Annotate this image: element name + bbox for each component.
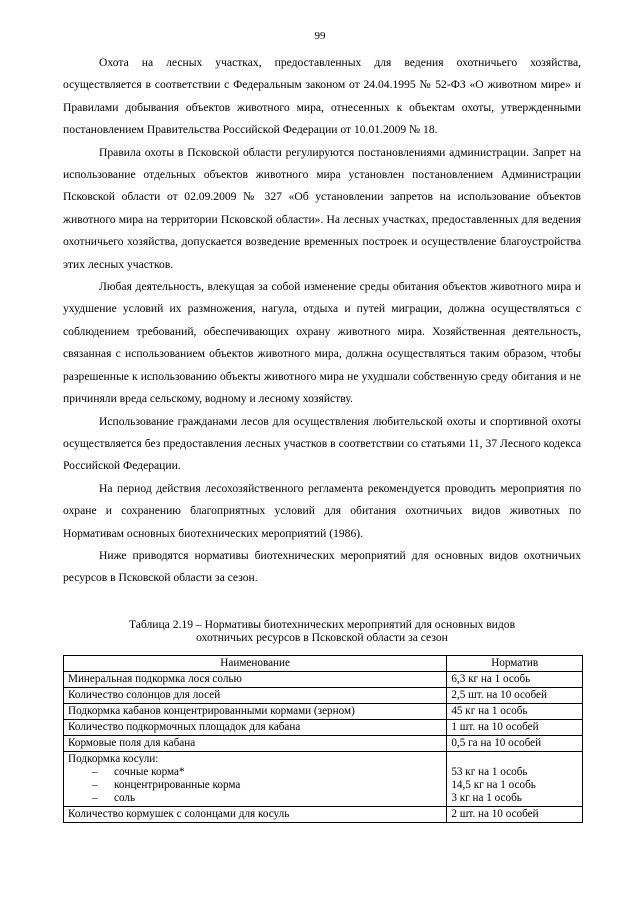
row-norm: 1 шт. на 10 особей xyxy=(447,720,583,736)
paragraph: Ниже приводятся нормативы биотехнических мероприятий для основных видов охотничьих ресурсов в Псковской области за сезон. xyxy=(63,548,581,585)
paragraph: Использование гражданами лесов для осуществления любительской охоты и спортивной охоты осуществляется без предоставления лесных участков в соответствии со статьями 11, 37 Лесного кодекса Российской Федерации. xyxy=(63,414,581,473)
table-caption xyxy=(63,618,581,644)
column-header-name: Наименование xyxy=(64,656,447,672)
table-row xyxy=(64,704,583,720)
sub-item-norm: 53 кг на 1 особь xyxy=(451,766,528,778)
dash-bullet: – xyxy=(92,766,98,778)
list-item xyxy=(68,766,442,779)
row-norm: 6,3 кг на 1 особь xyxy=(447,672,583,688)
row-norm: 0,5 га на 10 особей xyxy=(447,736,583,752)
paragraph: Охота на лесных участках, предоставленных для ведения охотничьего хозяйства, осуществляется в соответствии с Федеральным законом от 24.04.1995 № 52-ФЗ «О животном мире» и Правилами добывания объектов животного мира, отнесенных к объектам охоты, утвержденными постановлением Правительства Российской Федерации от 10.01.2009 № 18. xyxy=(63,56,581,137)
paragraph: На период действия лесохозяйственного регламента рекомендуется проводить мероприятия по охране и сохранению благоприятных условий для обитания охотничьих видов животных по Нормативам основных биотехнических мероприятий (1986). xyxy=(63,481,581,540)
row-name: Количество подкормочных площадок для кабана xyxy=(64,720,447,736)
page-number: 99 xyxy=(314,30,326,42)
row-norm: 2,5 шт. на 10 особей xyxy=(447,688,583,704)
table-row xyxy=(64,807,583,823)
table-row xyxy=(64,672,583,688)
list-item xyxy=(68,792,442,805)
table-row xyxy=(64,688,583,704)
dash-bullet: – xyxy=(92,792,98,804)
row-name: Кормовые поля для кабана xyxy=(64,736,447,752)
table-row xyxy=(64,720,583,736)
row-norm xyxy=(447,752,583,807)
table-header-row xyxy=(64,656,583,672)
table-row xyxy=(64,736,583,752)
sub-item-name: сочные корма* xyxy=(114,766,185,778)
row-name: Подкормка кабанов концентрированными кормами (зерном) xyxy=(64,704,447,720)
paragraph: Правила охоты в Псковской области регулируются постановлениями администрации. Запрет на использование отдельных объектов животного мира установлен постановлением Администрации Псковской области от 02.09.2009 № 327 «Об установлении запретов на использование объектов животного мира на территории Псковской области». На лесных участках, предоставленных для ведения охотничьего хозяйства, допускается возведение временных построек и осуществление благоустройства этих лесных участков. xyxy=(63,145,581,271)
column-header-norm: Норматив xyxy=(447,656,583,672)
sub-item-name: соль xyxy=(114,792,136,804)
list-item xyxy=(68,779,442,792)
table-caption-line: охотничьих ресурсов в Псковской области за сезон xyxy=(196,631,448,644)
row-name: Количество кормушек с солонцами для косуль xyxy=(64,807,447,823)
paragraph: Любая деятельность, влекущая за собой изменение среды обитания объектов животного мира и ухудшение условий их размножения, нагула, отдыха и путей миграции, должна осуществляться с соблюдением требований, обеспечивающих охрану животного мира. Хозяйственная деятельность, связанная с использованием объектов животного мира, должна осуществляться таким образом, чтобы разрешенные к использованию объекты животного мира не ухудшали собственную среду обитания и не причиняли вреда сельскому, водному и лесному хозяйству. xyxy=(63,280,581,406)
dash-bullet: – xyxy=(92,779,98,791)
sub-item-norm: 14,5 кг на 1 особь xyxy=(451,779,536,791)
roe-deer-title: Подкормка косули: xyxy=(68,753,159,765)
norms-table xyxy=(63,655,583,823)
row-norm: 45 кг на 1 особь xyxy=(447,704,583,720)
table-caption-line: Таблица 2.19 – Нормативы биотехнических мероприятий для основных видов xyxy=(128,618,516,631)
row-name xyxy=(64,752,447,807)
body-text xyxy=(63,52,581,590)
table-row-roe-deer xyxy=(64,752,583,807)
row-name: Минеральная подкормка лося солью xyxy=(64,672,447,688)
row-norm: 2 шт. на 10 особей xyxy=(447,807,583,823)
row-name: Количество солонцов для лосей xyxy=(64,688,447,704)
sub-item-norm: 3 кг на 1 особь xyxy=(451,792,522,804)
sub-item-name: концентрированные корма xyxy=(114,779,241,791)
